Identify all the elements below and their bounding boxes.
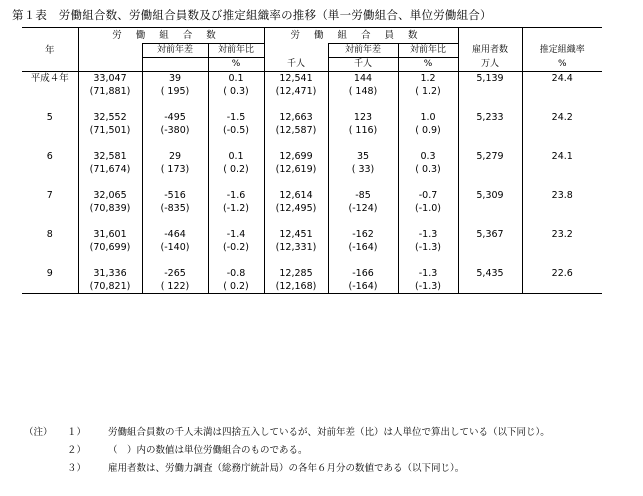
data-employees-paren-cell xyxy=(458,85,522,98)
data-members-diff-paren-cell: ( 33) xyxy=(328,163,398,176)
data-unions-ratio-cell: 0.1 xyxy=(208,150,264,163)
data-rate-paren-cell xyxy=(522,124,602,137)
data-unions-ratio-cell: -0.8 xyxy=(208,267,264,280)
row-spacer xyxy=(22,98,602,111)
data-employees-cell: 5,309 xyxy=(458,189,522,202)
data-members-ratio-cell: -1.3 xyxy=(398,267,458,280)
data-rate-paren-cell xyxy=(522,85,602,98)
data-members-diff-paren-cell: ( 148) xyxy=(328,85,398,98)
data-rate-paren-cell xyxy=(522,163,602,176)
data-unions-diff-cell: -464 xyxy=(142,228,208,241)
data-unions-ratio-cell: 0.1 xyxy=(208,72,264,86)
header-year-top xyxy=(22,28,78,44)
data-rate-paren-cell xyxy=(522,241,602,254)
data-members-ratio-paren-cell: ( 0.3) xyxy=(398,163,458,176)
table-title: 第１表 労働組合数、労働組合員数及び推定組織率の推移（単一労働組合、単位労働組合） xyxy=(12,8,492,22)
data-members-ratio-cell: 0.3 xyxy=(398,150,458,163)
data-unions-cell: 32,581 xyxy=(78,150,142,163)
data-unions-paren-cell: (70,839) xyxy=(78,202,142,215)
header-rate: 推定組織率 xyxy=(539,45,585,55)
table-row-parenthetical xyxy=(22,280,602,294)
data-unions-paren-cell: (71,674) xyxy=(78,163,142,176)
data-employees-paren-cell xyxy=(458,202,522,215)
data-unions-ratio-paren-cell: (-1.2) xyxy=(208,202,264,215)
unit-ratio: % xyxy=(208,58,264,72)
data-members-cell: 12,699 xyxy=(264,150,328,163)
data-unions-ratio-paren-cell: (-0.5) xyxy=(208,124,264,137)
data-members-paren-cell: (12,587) xyxy=(264,124,328,137)
note-1: （注） １） 労働組合員数の千人未満は四捨五入しているが、対前年差（比）は人単位で算出している（以下同じ）。 xyxy=(24,427,550,438)
data-rate-paren-cell xyxy=(522,280,602,294)
data-rate-cell: 24.2 xyxy=(551,112,573,123)
table-row xyxy=(22,189,602,202)
row-spacer xyxy=(22,176,602,189)
data-members-cell: 12,614 xyxy=(264,189,328,202)
row-spacer xyxy=(22,254,602,267)
data-employees-paren-cell xyxy=(458,280,522,294)
data-unions-diff-cell: -516 xyxy=(142,189,208,202)
data-members-diff-paren-cell: (-164) xyxy=(328,280,398,294)
header-members-count xyxy=(264,44,328,58)
data-unions-ratio-paren-cell: ( 0.3) xyxy=(208,85,264,98)
data-unions-diff-paren-cell: ( 173) xyxy=(142,163,208,176)
data-unions-cell: 32,552 xyxy=(78,111,142,124)
data-members-ratio-paren-cell: ( 1.2) xyxy=(398,85,458,98)
data-members-paren-cell: (12,471) xyxy=(264,85,328,98)
data-members-cell: 12,451 xyxy=(264,228,328,241)
data-year-paren-cell xyxy=(22,280,78,294)
data-members-ratio-paren-cell: (-1.3) xyxy=(398,241,458,254)
data-members-paren-cell: (12,619) xyxy=(264,163,328,176)
row-spacer xyxy=(22,137,602,150)
data-members-diff-cell: 35 xyxy=(328,150,398,163)
table-row xyxy=(22,72,602,86)
data-year-cell: 7 xyxy=(22,189,78,202)
data-employees-paren-cell xyxy=(458,124,522,137)
unit-rate: % xyxy=(522,58,602,72)
data-rate-cell: 23.8 xyxy=(551,190,573,201)
data-members-paren-cell: (12,331) xyxy=(264,241,328,254)
header-employees: 雇用者数 xyxy=(458,44,522,58)
header-rate-top xyxy=(522,28,602,44)
header-unions-ratio: 対前年比 xyxy=(208,44,264,58)
data-unions-ratio-paren-cell: (-0.2) xyxy=(208,241,264,254)
data-rate-paren-cell xyxy=(522,202,602,215)
data-unions-diff-cell: -495 xyxy=(142,111,208,124)
data-unions-paren-cell: (70,699) xyxy=(78,241,142,254)
table-row xyxy=(22,267,602,280)
data-unions-cell: 33,047 xyxy=(78,72,142,86)
row-spacer xyxy=(22,215,602,228)
table-row xyxy=(22,228,602,241)
table-row-parenthetical xyxy=(22,163,602,176)
data-year-cell: 平成４年 xyxy=(22,72,78,86)
header-members-group: 労働組合員数 xyxy=(264,28,458,44)
header-employees-top xyxy=(458,28,522,44)
header-unions-count xyxy=(78,44,142,58)
table-row xyxy=(22,150,602,163)
statistics-table xyxy=(22,27,602,294)
data-year-cell: 5 xyxy=(22,111,78,124)
data-year-cell: 8 xyxy=(22,228,78,241)
data-year-paren-cell xyxy=(22,85,78,98)
table-row-parenthetical xyxy=(22,124,602,137)
header-year: 年 xyxy=(22,44,78,58)
data-members-diff-paren-cell: (-124) xyxy=(328,202,398,215)
data-unions-paren-cell: (70,821) xyxy=(78,280,142,294)
table-row-parenthetical xyxy=(22,241,602,254)
data-unions-diff-cell: 39 xyxy=(142,72,208,86)
header-unions-group: 労働組合数 xyxy=(78,28,264,44)
data-members-paren-cell: (12,495) xyxy=(264,202,328,215)
data-members-ratio-cell: 1.2 xyxy=(398,72,458,86)
data-members-cell: 12,541 xyxy=(264,72,328,86)
data-unions-cell: 31,336 xyxy=(78,267,142,280)
data-unions-diff-cell: 29 xyxy=(142,150,208,163)
data-employees-cell: 5,435 xyxy=(458,267,522,280)
data-employees-cell: 5,367 xyxy=(458,228,522,241)
notes xyxy=(24,424,550,478)
data-year-paren-cell xyxy=(22,124,78,137)
data-year-cell: 9 xyxy=(22,267,78,280)
data-members-diff-paren-cell: ( 116) xyxy=(328,124,398,137)
data-members-cell: 12,285 xyxy=(264,267,328,280)
data-unions-diff-paren-cell: (-140) xyxy=(142,241,208,254)
data-unions-diff-paren-cell: ( 195) xyxy=(142,85,208,98)
table-row-parenthetical xyxy=(22,202,602,215)
data-employees-paren-cell xyxy=(458,163,522,176)
data-employees-paren-cell xyxy=(458,241,522,254)
data-unions-ratio-paren-cell: ( 0.2) xyxy=(208,163,264,176)
data-members-diff-cell: -162 xyxy=(328,228,398,241)
data-rate-cell: 23.2 xyxy=(551,229,573,240)
data-unions-cell: 31,601 xyxy=(78,228,142,241)
unit-members-diff: 千人 xyxy=(328,58,398,72)
data-year-paren-cell xyxy=(22,202,78,215)
data-members-ratio-paren-cell: ( 0.9) xyxy=(398,124,458,137)
unit-members-ratio: % xyxy=(398,58,458,72)
data-members-cell: 12,663 xyxy=(264,111,328,124)
data-unions-cell: 32,065 xyxy=(78,189,142,202)
data-year-paren-cell xyxy=(22,163,78,176)
data-year-cell: 6 xyxy=(22,150,78,163)
data-rate-cell: 24.1 xyxy=(551,151,573,162)
data-members-ratio-cell: -0.7 xyxy=(398,189,458,202)
data-members-ratio-cell: 1.0 xyxy=(398,111,458,124)
data-rate-cell: 24.4 xyxy=(551,73,573,84)
table-row xyxy=(22,111,602,124)
unit-employees: 万人 xyxy=(458,58,522,72)
note-2: ２） （ ）内の数値は単位労働組合のものである。 xyxy=(66,445,308,456)
data-unions-ratio-paren-cell: ( 0.2) xyxy=(208,280,264,294)
data-employees-cell: 5,279 xyxy=(458,150,522,163)
data-unions-ratio-cell: -1.5 xyxy=(208,111,264,124)
data-unions-paren-cell: (71,501) xyxy=(78,124,142,137)
data-unions-diff-paren-cell: ( 122) xyxy=(142,280,208,294)
data-rate-cell: 22.6 xyxy=(551,268,573,279)
data-unions-ratio-cell: -1.6 xyxy=(208,189,264,202)
data-employees-cell: 5,139 xyxy=(458,72,522,86)
data-unions-ratio-cell: -1.4 xyxy=(208,228,264,241)
data-unions-diff-cell: -265 xyxy=(142,267,208,280)
data-members-diff-cell: 123 xyxy=(328,111,398,124)
data-year-paren-cell xyxy=(22,241,78,254)
data-unions-diff-paren-cell: (-380) xyxy=(142,124,208,137)
note-3: ３） 雇用者数は、労働力調査（総務庁統計局）の各年６月分の数値である（以下同じ）。 xyxy=(66,463,465,474)
data-employees-cell: 5,233 xyxy=(458,111,522,124)
header-members-diff: 対前年差 xyxy=(328,44,398,58)
data-members-ratio-cell: -1.3 xyxy=(398,228,458,241)
data-members-ratio-paren-cell: (-1.0) xyxy=(398,202,458,215)
data-members-diff-cell: -85 xyxy=(328,189,398,202)
table-row-parenthetical xyxy=(22,85,602,98)
unit-members: 千人 xyxy=(264,58,328,72)
data-unions-diff-paren-cell: (-835) xyxy=(142,202,208,215)
data-members-diff-paren-cell: (-164) xyxy=(328,241,398,254)
header-members-ratio: 対前年比 xyxy=(398,44,458,58)
header-unions-diff: 対前年差 xyxy=(142,44,208,58)
data-members-paren-cell: (12,168) xyxy=(264,280,328,294)
data-members-diff-cell: 144 xyxy=(328,72,398,86)
data-unions-paren-cell: (71,881) xyxy=(78,85,142,98)
data-members-ratio-paren-cell: (-1.3) xyxy=(398,280,458,294)
data-members-diff-cell: -166 xyxy=(328,267,398,280)
